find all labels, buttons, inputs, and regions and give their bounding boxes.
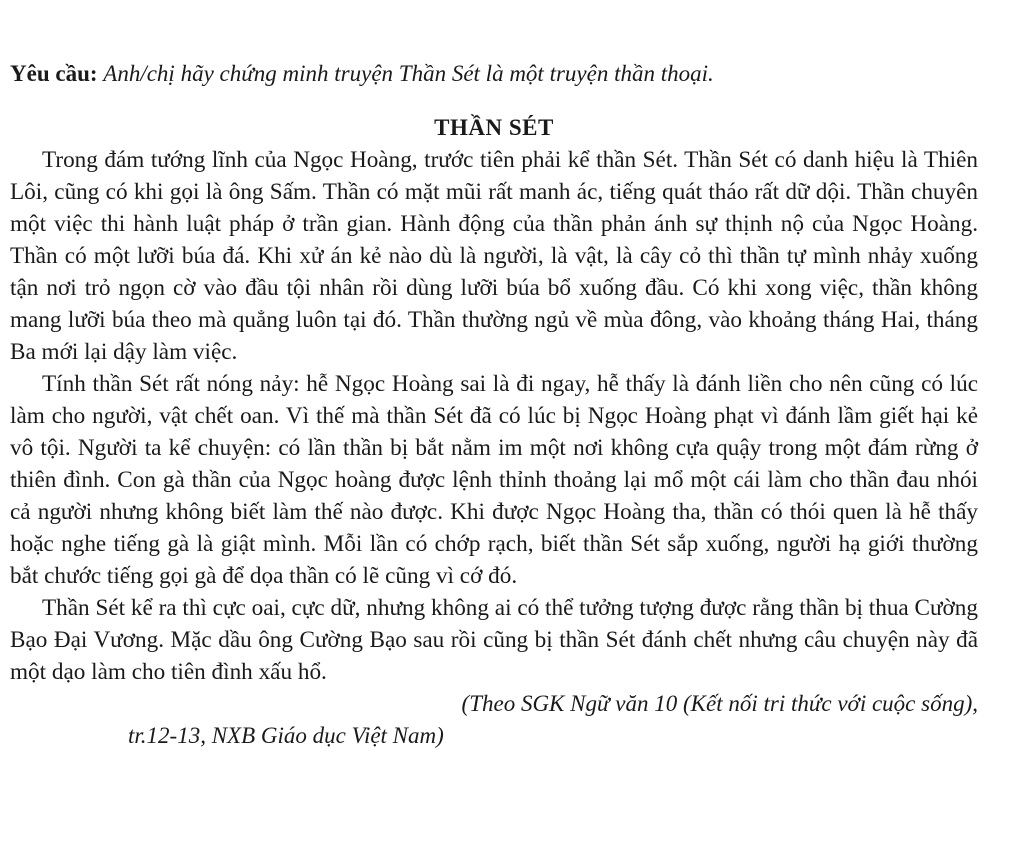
source-line-1: (Theo SGK Ngữ văn 10 (Kết nối tri thức với cuộc sống),: [461, 691, 978, 716]
document-page: [10, 58, 978, 752]
requirement-text: Anh/chị hãy chứng minh truyện Thần Sét là một truyện thần thoại.: [103, 61, 714, 86]
story-body: [10, 144, 978, 688]
requirement: [10, 58, 978, 90]
requirement-label: Yêu cầu:: [10, 61, 98, 86]
story-paragraph: Thần Sét kể ra thì cực oai, cực dữ, nhưng không ai có thể tưởng tượng được rằng thần bị thua Cường Bạo Đại Vương. Mặc dầu ông Cường Bạo sau rồi cũng bị thần Sét đánh chết nhưng câu chuyện này đã một dạo làm cho tiên đình xấu hổ.: [10, 595, 978, 685]
source-line-2: tr.12-13, NXB Giáo dục Việt Nam): [128, 723, 444, 748]
source-citation: [10, 688, 978, 752]
story-paragraph: Tính thần Sét rất nóng nảy: hễ Ngọc Hoàng sai là đi ngay, hễ thấy là đánh liền cho nên cũng có lúc làm cho người, vật chết oan. Vì thế mà thần Sét đã có lúc bị Ngọc Hoàng phạt vì đánh lầm giết hại kẻ vô tội. Người ta kể chuyện: có lần thần bị bắt nằm im một nơi không cựa quậy trong một đám rừng ở thiên đình. Con gà thần của Ngọc hoàng được lệnh thỉnh thoảng lại mổ một cái làm cho thần đau nhói cả người nhưng không biết làm thế nào được. Khi được Ngọc Hoàng tha, thần có thói quen là hễ thấy hoặc nghe tiếng gà là giật mình. Mỗi lần có chớp rạch, biết thần Sét sắp xuống, người hạ giới thường bắt chước tiếng gọi gà để dọa thần có lẽ cũng vì cớ đó.: [10, 371, 978, 589]
story-title: THẦN SÉT: [434, 115, 554, 140]
story-paragraph: Trong đám tướng lĩnh của Ngọc Hoàng, trước tiên phải kể thần Sét. Thần Sét có danh hiệu là Thiên Lôi, cũng có khi gọi là ông Sấm. Thần có mặt mũi rất manh ác, tiếng quát tháo rất dữ dội. Thần chuyên một việc thi hành luật pháp ở trần gian. Hành động của thần phản ánh sự thịnh nộ của Ngọc Hoàng. Thần có một lưỡi búa đá. Khi xử án kẻ nào dù là người, là vật, là cây cỏ thì thần tự mình nhảy xuống tận nơi trỏ ngọn cờ vào đầu tội nhân rồi dùng lưỡi búa bổ xuống đầu. Có khi xong việc, thần không mang lưỡi búa theo mà quẳng luôn tại đó. Thần thường ngủ về mùa đông, vào khoảng tháng Hai, tháng Ba mới lại dậy làm việc.: [10, 147, 978, 365]
